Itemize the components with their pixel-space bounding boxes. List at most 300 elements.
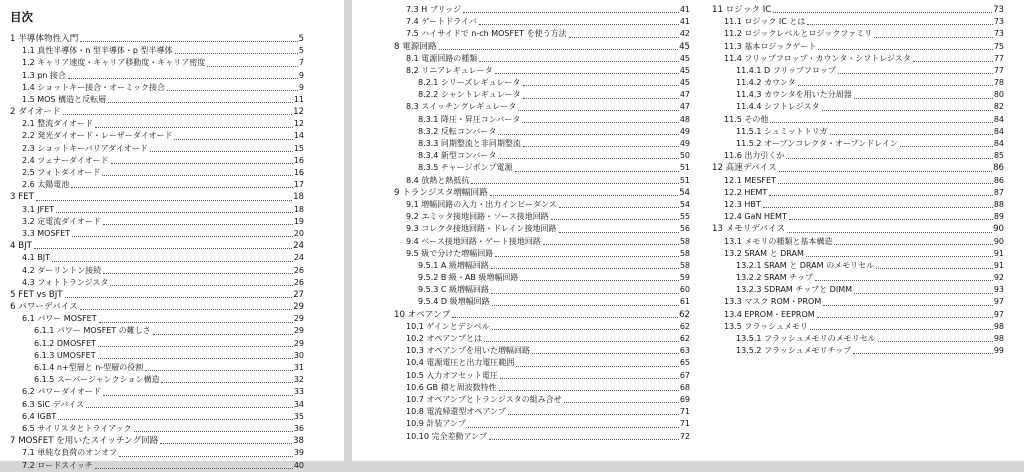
- toc-dot-leader: [874, 37, 993, 38]
- toc-entry-page-number: 32: [293, 375, 304, 385]
- toc-entry-title: 11.5 その他: [724, 114, 769, 124]
- toc-entry-title: 8.3.2 反転コンバータ: [418, 126, 497, 136]
- toc-entry[interactable]: [712, 65, 1004, 77]
- toc-entry-title: 6 パワーデバイス: [10, 302, 78, 313]
- toc-dot-leader: [150, 151, 293, 152]
- toc-entry-page-number: 84: [993, 126, 1004, 136]
- toc-entry-page-number: 69: [679, 394, 690, 404]
- toc-entry[interactable]: [394, 89, 690, 101]
- toc-dot-leader: [551, 219, 679, 220]
- toc-entry-title: 7.5 ハイサイドで n-ch MOSFET を使う方法: [406, 29, 567, 39]
- toc-entry-page-number: 51: [679, 163, 690, 173]
- toc-entry-title: 10.7 オペアンプとトランジスタの組み合せ: [406, 394, 562, 404]
- toc-entry-title: 11.4.1 D フリップフロップ: [736, 65, 836, 75]
- toc-entry-page-number: 14: [293, 131, 304, 141]
- toc-dot-leader: [63, 114, 292, 115]
- toc-entry[interactable]: [712, 102, 1004, 114]
- toc-entry-title: 1.3 pn 接合: [22, 70, 66, 80]
- toc-entry[interactable]: [712, 236, 1004, 248]
- toc-entry-page-number: 68: [679, 382, 690, 392]
- toc-dot-leader: [489, 439, 679, 440]
- toc-dot-leader: [98, 358, 293, 359]
- toc-dot-leader: [175, 53, 298, 54]
- toc-entry[interactable]: [394, 187, 690, 199]
- toc-dot-leader: [522, 122, 678, 123]
- toc-dot-leader: [98, 346, 293, 347]
- toc-entry-title: 13.2.2 SRAM チップ: [736, 273, 813, 283]
- toc-dot-leader: [559, 232, 679, 233]
- toc-entry-page-number: 85: [993, 151, 1004, 161]
- toc-entry[interactable]: [394, 65, 690, 77]
- toc-entry[interactable]: [712, 284, 1004, 296]
- toc-dot-leader: [471, 183, 679, 184]
- toc-entry-page-number: 26: [293, 265, 304, 275]
- toc-entry-page-number: 77: [993, 53, 1004, 63]
- toc-entry-title: 11.4.2 カウンタ: [736, 78, 796, 88]
- toc-dot-leader: [36, 200, 292, 201]
- toc-entry-title: 8.3 スイッチングレギュレータ: [406, 102, 517, 112]
- toc-entry[interactable]: [10, 374, 304, 386]
- toc-dot-leader: [523, 85, 679, 86]
- toc-dot-leader: [34, 248, 292, 249]
- toc-entry-title: 11.4.4 シフトレジスタ: [736, 102, 820, 112]
- toc-dot-leader: [520, 280, 678, 281]
- toc-dot-leader: [499, 390, 679, 391]
- toc-entry-page-number: 80: [993, 90, 1004, 100]
- toc-entry-page-number: 58: [679, 248, 690, 258]
- toc-entry-title: 2.1 整流ダイオード: [22, 119, 93, 129]
- toc-entry-page-number: 77: [993, 65, 1004, 75]
- toc-entry-title: 6.1.3 UMOSFET: [34, 350, 96, 360]
- toc-entry-page-number: 36: [293, 423, 304, 433]
- toc-entry[interactable]: [10, 45, 304, 57]
- toc-entry-title: 11.2 ロジックレベルとロジックファミリ: [724, 29, 873, 39]
- toc-entry[interactable]: [394, 321, 690, 333]
- toc-entry[interactable]: [394, 16, 690, 28]
- toc-dot-leader: [103, 395, 293, 396]
- toc-entry[interactable]: [394, 382, 690, 394]
- toc-entry-title: 9.3 コレクタ接地回路・ドレイン接地回路: [406, 224, 557, 234]
- toc-dot-leader: [823, 305, 993, 306]
- toc-dot-leader: [810, 329, 993, 330]
- toc-entry-page-number: 62: [679, 321, 690, 331]
- toc-entry[interactable]: [394, 260, 690, 272]
- toc-entry[interactable]: [10, 167, 304, 179]
- toc-dot-leader: [479, 61, 679, 62]
- toc-dot-leader: [160, 443, 292, 444]
- toc-entry[interactable]: [712, 175, 1004, 187]
- toc-dot-leader: [508, 414, 679, 415]
- toc-entry[interactable]: [394, 4, 690, 16]
- toc-entry-title: 2.2 発光ダイオード・レーザーダイオード: [22, 131, 173, 141]
- toc-entry-title: 3.1 JFET: [22, 204, 55, 214]
- toc-column-3: [712, 4, 1004, 357]
- toc-entry[interactable]: [712, 150, 1004, 162]
- toc-dot-leader: [763, 207, 993, 208]
- toc-entry[interactable]: [10, 70, 304, 82]
- toc-entry-page-number: 16: [293, 155, 304, 165]
- toc-entry-title: 8.2.1 シリーズレギュレータ: [418, 78, 521, 88]
- toc-entry[interactable]: [712, 138, 1004, 150]
- toc-dot-leader: [479, 24, 679, 25]
- toc-entry-page-number: 9: [298, 70, 304, 80]
- toc-entry-page-number: 78: [993, 78, 1004, 88]
- toc-entry-page-number: 73: [993, 29, 1004, 39]
- toc-entry-page-number: 31: [293, 363, 304, 373]
- toc-entry[interactable]: [10, 338, 304, 350]
- toc-entry[interactable]: [394, 114, 690, 126]
- toc-entry-page-number: 47: [679, 90, 690, 100]
- toc-entry[interactable]: [394, 53, 690, 65]
- toc-entry-title: 9.5.4 D 級増幅回路: [418, 297, 490, 307]
- toc-entry[interactable]: [10, 240, 304, 252]
- toc-entry-title: 7.3 H ブリッジ: [406, 4, 462, 14]
- toc-dot-leader: [80, 309, 292, 310]
- toc-dot-leader: [452, 317, 678, 318]
- toc-dot-leader: [769, 195, 993, 196]
- toc-entry[interactable]: [712, 126, 1004, 138]
- toc-entry-page-number: 5: [298, 33, 304, 44]
- toc-entry[interactable]: [10, 179, 304, 191]
- toc-entry[interactable]: [10, 94, 304, 106]
- toc-entry-title: 6.3 SiC デバイス: [22, 399, 85, 409]
- toc-dot-leader: [789, 219, 993, 220]
- toc-dot-leader: [68, 78, 298, 79]
- toc-entry[interactable]: [712, 199, 1004, 211]
- toc-entry-page-number: 12: [293, 119, 304, 129]
- toc-entry[interactable]: [10, 386, 304, 398]
- toc-entry[interactable]: [10, 131, 304, 143]
- toc-dot-leader: [145, 370, 293, 371]
- toc-entry[interactable]: [394, 77, 690, 89]
- toc-entry[interactable]: [712, 28, 1004, 40]
- toc-entry-page-number: 51: [679, 175, 690, 185]
- toc-dot-leader: [99, 322, 293, 323]
- toc-entry[interactable]: [10, 435, 304, 447]
- toc-dot-leader: [58, 419, 293, 420]
- document-page-2: [352, 0, 1024, 461]
- toc-entry-page-number: 15: [293, 143, 304, 153]
- toc-entry[interactable]: [10, 265, 304, 277]
- toc-dot-leader: [515, 171, 679, 172]
- toc-dot-leader: [72, 236, 293, 237]
- toc-entry-page-number: 71: [679, 419, 690, 429]
- toc-dot-leader: [174, 139, 292, 140]
- toc-entry-page-number: 90: [993, 224, 1004, 235]
- toc-entry-title: 12.3 HBT: [724, 199, 761, 209]
- toc-entry[interactable]: [394, 418, 690, 430]
- toc-entry-title: 6.1.5 スーパージャンクション構造: [34, 375, 160, 385]
- toc-entry-page-number: 41: [679, 17, 690, 27]
- toc-dot-leader: [523, 146, 679, 147]
- toc-dot-leader: [807, 24, 992, 25]
- toc-dot-leader: [495, 73, 679, 74]
- toc-entry[interactable]: [10, 155, 304, 167]
- toc-entry-title: 13 メモリデバイス: [712, 224, 786, 235]
- toc-entry[interactable]: [10, 447, 304, 459]
- toc-entry[interactable]: [394, 357, 690, 369]
- toc-entry-title: 9.1 増幅回路の入力・出力インピーダンス: [406, 199, 557, 209]
- toc-entry-title: 12.4 GaN HEMT: [724, 212, 787, 222]
- toc-dot-leader: [818, 49, 992, 50]
- toc-entry-page-number: 91: [993, 248, 1004, 258]
- toc-dot-leader: [498, 134, 678, 135]
- toc-entry[interactable]: [712, 345, 1004, 357]
- toc-entry-title: 8.3.4 新型コンバータ: [418, 151, 497, 161]
- toc-entry-title: 10.1 ゲインとデシベル: [406, 321, 490, 331]
- toc-dot-leader: [468, 427, 679, 428]
- toc-entry-title: 9.2 エミッタ接地回路・ソース接地回路: [406, 212, 549, 222]
- toc-entry-page-number: 62: [679, 334, 690, 344]
- toc-entry-title: 2.4 ツェナーダイオード: [22, 155, 109, 165]
- toc-entry-title: 9.5.2 B 級・AB 級増幅回路: [418, 273, 519, 283]
- toc-entry-title: 3 FET: [10, 192, 34, 203]
- toc-entry-page-number: 84: [993, 139, 1004, 149]
- toc-entry[interactable]: [712, 114, 1004, 126]
- toc-entry[interactable]: [10, 106, 304, 118]
- toc-entry-title: 13.5.1 フラッシュメモリのメモリセル: [736, 334, 876, 344]
- toc-entry[interactable]: [10, 313, 304, 325]
- toc-entry-page-number: 73: [993, 17, 1004, 27]
- toc-entry[interactable]: [10, 399, 304, 411]
- toc-dot-leader: [161, 382, 292, 383]
- toc-entry-title: 13.2 SRAM と DRAM: [724, 248, 804, 258]
- toc-entry[interactable]: [712, 162, 1004, 174]
- toc-entry[interactable]: [10, 289, 304, 301]
- toc-dot-leader: [786, 158, 992, 159]
- toc-dot-leader: [876, 268, 993, 269]
- toc-entry-title: 6.5 サイリスタとトライアック: [22, 423, 132, 433]
- toc-entry-page-number: 99: [993, 346, 1004, 356]
- toc-title: 目次: [10, 10, 33, 24]
- toc-entry-page-number: 45: [679, 65, 690, 75]
- toc-entry[interactable]: [394, 150, 690, 162]
- toc-entry-title: 12.1 MESFET: [724, 175, 776, 185]
- toc-entry[interactable]: [712, 187, 1004, 199]
- toc-entry-page-number: 54: [679, 199, 690, 209]
- toc-entry-title: 7.1 単純な負荷のオンオフ: [22, 448, 118, 458]
- toc-entry[interactable]: [394, 175, 690, 187]
- toc-entry[interactable]: [10, 301, 304, 313]
- toc-dot-leader: [564, 402, 679, 403]
- toc-entry[interactable]: [712, 4, 1004, 16]
- toc-entry[interactable]: [394, 345, 690, 357]
- toc-entry-page-number: 39: [293, 448, 304, 458]
- toc-entry[interactable]: [10, 411, 304, 423]
- toc-entry-page-number: 50: [679, 151, 690, 161]
- toc-entry-page-number: 89: [993, 212, 1004, 222]
- toc-entry[interactable]: [712, 333, 1004, 345]
- toc-dot-leader: [111, 163, 293, 164]
- toc-entry-title: 2.5 フォトダイオード: [22, 168, 101, 178]
- toc-entry-page-number: 88: [993, 199, 1004, 209]
- toc-entry[interactable]: [10, 460, 304, 472]
- toc-entry-title: 6.4 IGBT: [22, 411, 57, 421]
- toc-dot-leader: [86, 407, 293, 408]
- toc-entry[interactable]: [712, 16, 1004, 28]
- toc-entry-page-number: 72: [679, 431, 690, 441]
- toc-entry[interactable]: [394, 41, 690, 53]
- toc-dot-leader: [900, 146, 993, 147]
- toc-entry[interactable]: [712, 211, 1004, 223]
- toc-dot-leader: [207, 66, 298, 67]
- toc-dot-leader: [102, 175, 292, 176]
- toc-entry-page-number: 60: [679, 285, 690, 295]
- toc-entry-title: 7 MOSFET を用いたスイッチング回路: [10, 436, 159, 447]
- toc-entry-page-number: 27: [293, 289, 304, 300]
- toc-dot-leader: [559, 207, 679, 208]
- toc-entry-title: 11 ロジック IC: [712, 4, 772, 15]
- toc-entry[interactable]: [10, 362, 304, 374]
- toc-entry-page-number: 29: [293, 314, 304, 324]
- toc-entry-title: 11.1 ロジック IC とは: [724, 17, 806, 27]
- toc-dot-leader: [71, 187, 293, 188]
- toc-entry-page-number: 56: [679, 224, 690, 234]
- toc-entry-page-number: 29: [293, 338, 304, 348]
- toc-dot-leader: [854, 293, 993, 294]
- toc-entry[interactable]: [394, 394, 690, 406]
- toc-entry[interactable]: [10, 143, 304, 155]
- toc-entry-title: 6.1.4 n+型層と n-型層の役割: [34, 363, 144, 373]
- toc-entry-title: 4.1 BJT: [22, 253, 50, 263]
- toc-entry[interactable]: [712, 260, 1004, 272]
- toc-dot-leader: [490, 195, 678, 196]
- toc-entry-title: 7.4 ゲートドライバ: [406, 17, 477, 27]
- toc-entry-title: 11.4.3 カウンタを用いた分周器: [736, 90, 852, 100]
- toc-entry-page-number: 30: [293, 350, 304, 360]
- toc-entry-page-number: 86: [993, 175, 1004, 185]
- toc-dot-leader: [484, 341, 679, 342]
- toc-entry[interactable]: [394, 211, 690, 223]
- toc-entry-title: 1.1 真性半導体・n 型半導体・p 型半導体: [22, 46, 173, 56]
- toc-entry[interactable]: [394, 248, 690, 260]
- toc-entry-page-number: 33: [293, 387, 304, 397]
- toc-dot-leader: [491, 293, 679, 294]
- toc-entry-page-number: 87: [993, 187, 1004, 197]
- toc-dot-leader: [798, 85, 993, 86]
- toc-entry[interactable]: [10, 228, 304, 240]
- toc-entry-title: 1 半導体物性入門: [10, 33, 79, 44]
- toc-dot-leader: [569, 37, 679, 38]
- toc-dot-leader: [787, 232, 992, 233]
- toc-dot-leader: [65, 297, 293, 298]
- toc-entry-page-number: 5: [298, 46, 304, 56]
- toc-entry-page-number: 98: [993, 321, 1004, 331]
- toc-entry[interactable]: [394, 370, 690, 382]
- toc-entry[interactable]: [10, 350, 304, 362]
- toc-entry[interactable]: [394, 333, 690, 345]
- toc-entry-title: 4 BJT: [10, 241, 32, 252]
- toc-entry-title: 12.2 HEMT: [724, 187, 768, 197]
- toc-entry[interactable]: [10, 33, 304, 45]
- toc-entry[interactable]: [10, 82, 304, 94]
- toc-entry-title: 9.5 級で分けた増幅回路: [406, 248, 494, 258]
- toc-dot-leader: [95, 468, 293, 469]
- toc-entry[interactable]: [394, 309, 690, 321]
- toc-entry[interactable]: [10, 204, 304, 216]
- toc-dot-leader: [153, 334, 293, 335]
- toc-entry[interactable]: [10, 216, 304, 228]
- toc-entry[interactable]: [394, 406, 690, 418]
- toc-entry-title: 12 高速デバイス: [712, 163, 777, 174]
- toc-entry-title: 11.5.2 オープンコレクタ・オープンドレイン: [736, 139, 898, 149]
- toc-entry[interactable]: [394, 126, 690, 138]
- toc-entry-page-number: 45: [679, 41, 690, 52]
- toc-entry-title: 13.4 EPROM・EEPROM: [724, 309, 815, 319]
- toc-entry[interactable]: [394, 236, 690, 248]
- toc-entry-page-number: 61: [679, 297, 690, 307]
- toc-dot-leader: [532, 353, 679, 354]
- toc-dot-leader: [817, 317, 993, 318]
- toc-entry-list-1: [10, 33, 304, 472]
- toc-entry[interactable]: [712, 297, 1004, 309]
- toc-entry[interactable]: [394, 431, 690, 443]
- toc-entry[interactable]: [712, 89, 1004, 101]
- toc-dot-leader: [498, 158, 678, 159]
- toc-entry-title: 8 電源回路: [394, 41, 437, 52]
- toc-entry-page-number: 18: [293, 204, 304, 214]
- toc-entry[interactable]: [394, 162, 690, 174]
- toc-entry[interactable]: [10, 57, 304, 69]
- toc-entry-title: 3.3 MOSFET: [22, 228, 71, 238]
- toc-entry[interactable]: [10, 252, 304, 264]
- toc-entry-title: 13.5 フラッシュメモリ: [724, 321, 809, 331]
- toc-entry[interactable]: [10, 118, 304, 130]
- toc-entry-title: 10.8 電流帰還型オペアンプ: [406, 407, 507, 417]
- toc-entry[interactable]: [712, 77, 1004, 89]
- toc-entry[interactable]: [712, 321, 1004, 333]
- toc-entry[interactable]: [712, 41, 1004, 53]
- toc-entry-page-number: 97: [993, 309, 1004, 319]
- toc-entry-page-number: 82: [993, 102, 1004, 112]
- toc-entry[interactable]: [394, 272, 690, 284]
- toc-entry-page-number: 18: [293, 192, 304, 203]
- toc-entry[interactable]: [712, 309, 1004, 321]
- toc-dot-leader: [516, 366, 678, 367]
- toc-entry-page-number: 93: [993, 285, 1004, 295]
- toc-entry[interactable]: [10, 191, 304, 203]
- toc-entry-page-number: 47: [679, 102, 690, 112]
- toc-entry[interactable]: [712, 53, 1004, 65]
- toc-entry[interactable]: [712, 248, 1004, 260]
- toc-entry-title: 4.2 ダーリントン接続: [22, 265, 102, 275]
- toc-entry[interactable]: [394, 138, 690, 150]
- toc-entry[interactable]: [10, 326, 304, 338]
- toc-entry[interactable]: [712, 272, 1004, 284]
- toc-dot-leader: [830, 134, 993, 135]
- toc-entry[interactable]: [394, 297, 690, 309]
- toc-entry-title: 8.4 放熱と熱抵抗: [406, 175, 470, 185]
- toc-entry-title: 13.5.2 フラッシュメモリチップ: [736, 346, 852, 356]
- toc-dot-leader: [495, 256, 679, 257]
- toc-entry[interactable]: [712, 223, 1004, 235]
- toc-entry[interactable]: [10, 423, 304, 435]
- toc-entry-page-number: 97: [993, 297, 1004, 307]
- toc-entry[interactable]: [394, 199, 690, 211]
- toc-entry[interactable]: [394, 284, 690, 296]
- toc-dot-leader: [543, 244, 679, 245]
- toc-entry-title: 9.5.1 A 級増幅回路: [418, 260, 489, 270]
- toc-entry-title: 5 FET vs BJT: [10, 289, 63, 300]
- toc-entry-page-number: 67: [679, 370, 690, 380]
- toc-entry[interactable]: [394, 28, 690, 40]
- toc-entry[interactable]: [394, 102, 690, 114]
- toc-entry[interactable]: [10, 277, 304, 289]
- toc-entry-title: 6.1.1 パワー MOSFET の難しさ: [34, 326, 151, 336]
- toc-entry-page-number: 54: [679, 187, 690, 198]
- toc-entry-page-number: 24: [293, 253, 304, 263]
- toc-entry[interactable]: [394, 223, 690, 235]
